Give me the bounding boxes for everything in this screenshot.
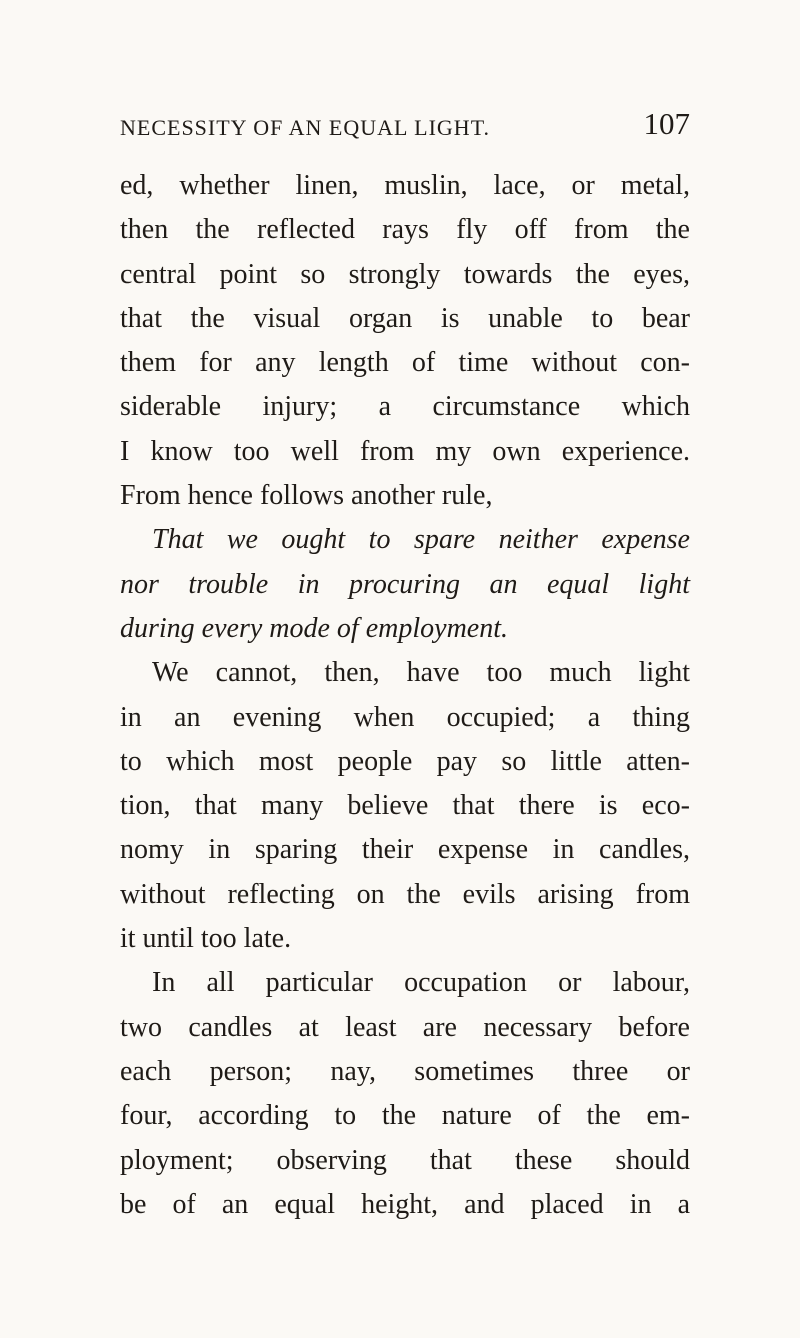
text-line: ed, whether linen, muslin, lace, or metal, [120, 170, 690, 201]
text-line: it until too late. [120, 923, 292, 955]
rule-italic-line: That we ought to spare neither expense [152, 524, 690, 556]
text-line: I know too well from my own experience. [120, 435, 690, 467]
page-number: 107 [643, 106, 690, 141]
text-line: each person; nay, sometimes three or [120, 1055, 690, 1087]
text-line: be of an equal height, and placed in a [120, 1188, 690, 1220]
text-line: two candles at least are necessary before [120, 1011, 690, 1043]
rule-italic-line: during every mode of employment. [120, 612, 508, 644]
running-title: NECESSITY OF AN EQUAL LIGHT. [120, 115, 490, 140]
text-line: them for any length of time without con- [120, 347, 690, 379]
text-line: ployment; observing that these should [120, 1144, 690, 1176]
text-line: four, according to the nature of the em- [120, 1100, 690, 1132]
text-line: We cannot, then, have too much light [152, 657, 690, 689]
text-line: From hence follows another rule, [120, 480, 493, 512]
text-line: In all particular occupation or labour, [152, 967, 690, 999]
text-line: in an evening when occupied; a thing [120, 701, 690, 733]
text-line: to which most people pay so little atten- [120, 745, 690, 777]
text-line: tion, that many believe that there is eco- [120, 790, 690, 822]
text-line: then the reflected rays fly off from the [120, 214, 690, 246]
text-line: central point so strongly towards the eyes, [120, 258, 690, 290]
rule-italic-line: nor trouble in procuring an equal light [120, 568, 690, 600]
text-line: without reflecting on the evils arising from [120, 878, 690, 910]
body-text [120, 164, 690, 1227]
running-head [120, 104, 690, 154]
text-line: that the visual organ is unable to bear [120, 302, 690, 334]
text-line: nomy in sparing their expense in candles, [120, 834, 690, 866]
text-line: siderable injury; a circumstance which [120, 391, 690, 423]
